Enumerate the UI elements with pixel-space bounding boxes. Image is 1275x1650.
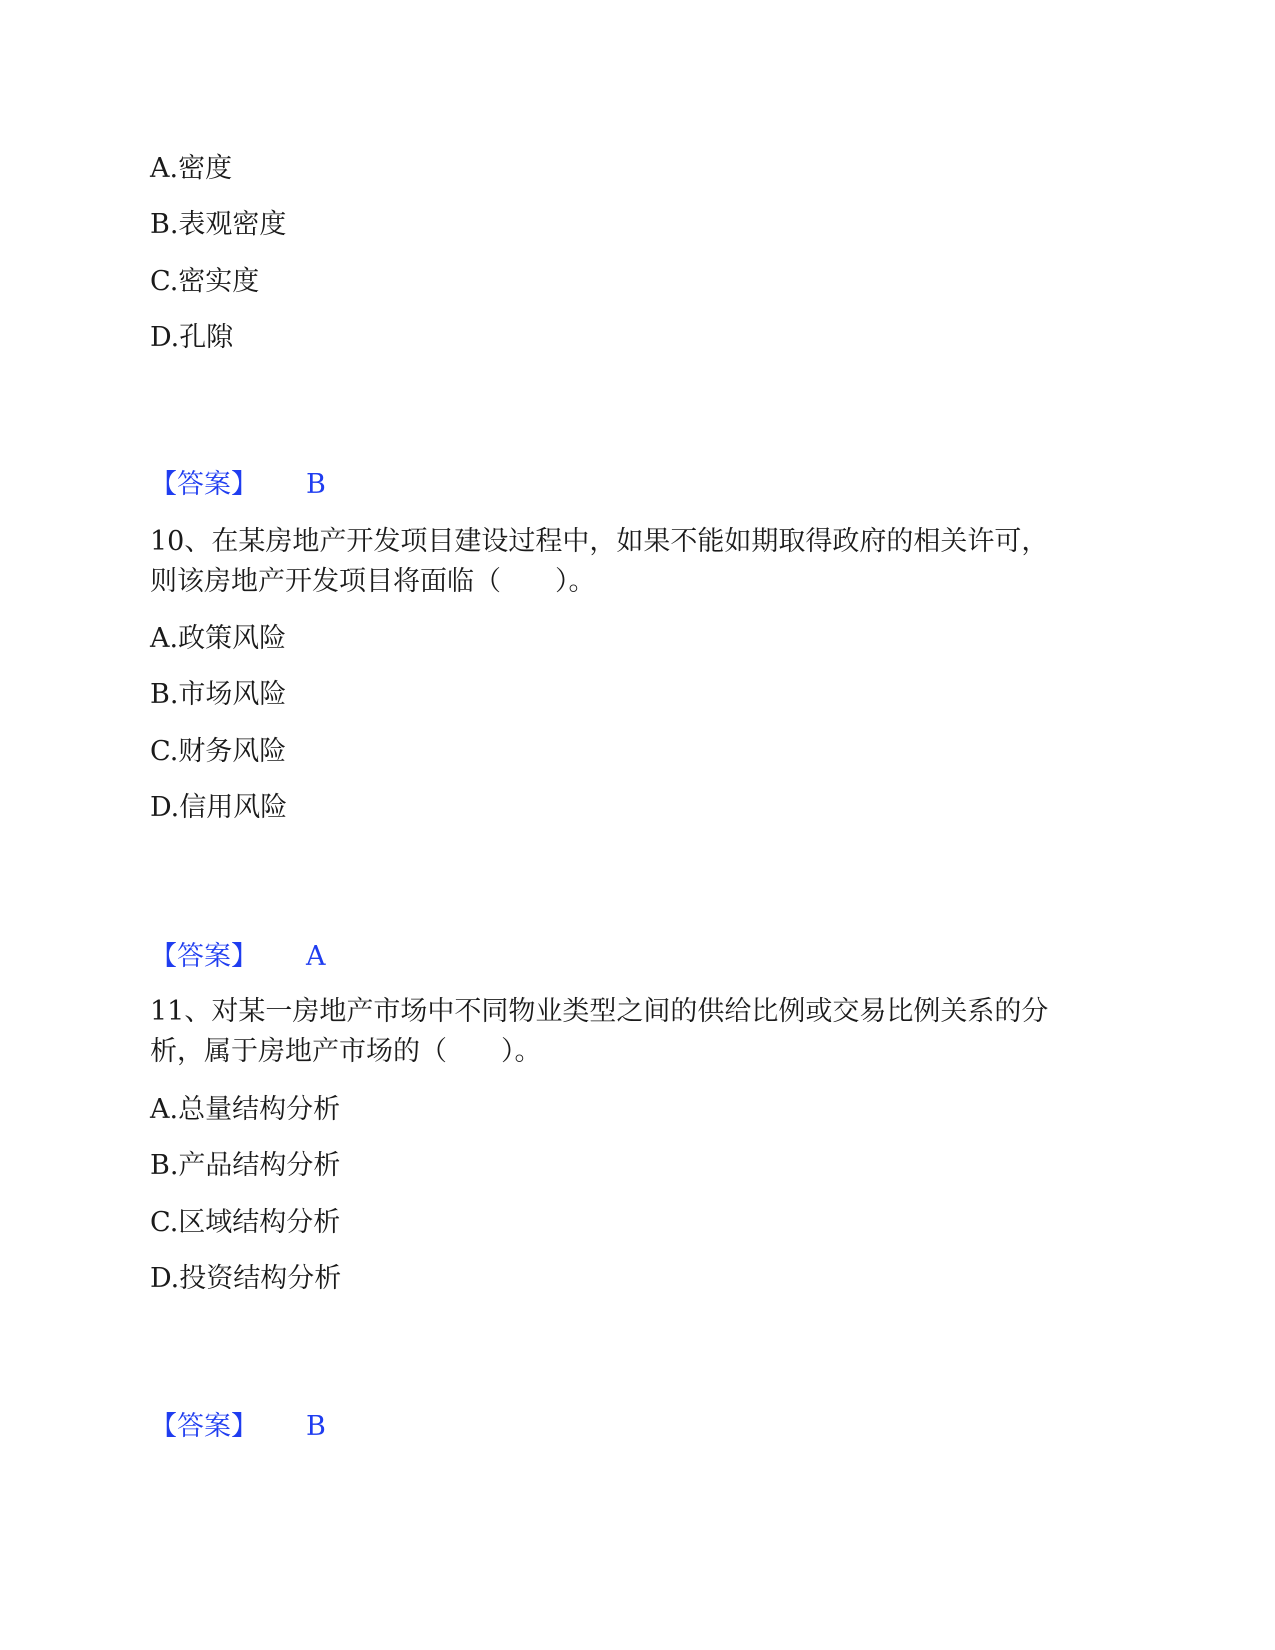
answer-value: B <box>306 1411 326 1442</box>
answer-value: B <box>306 469 326 500</box>
option-a: A.政策风险 <box>150 623 287 654</box>
option-b: B.市场风险 <box>150 679 287 710</box>
answer-line <box>150 468 326 502</box>
question-text: 11、对某一房地产市场中不同物业类型之间的供给比例或交易比例关系的分 <box>150 996 1049 1027</box>
option-a: A.密度 <box>150 153 233 184</box>
option-b: B.产品结构分析 <box>150 1150 341 1181</box>
option-c: C.区域结构分析 <box>150 1207 341 1238</box>
answer-label: 【答案】 <box>150 941 258 972</box>
option-c: C.密实度 <box>150 266 260 297</box>
answer-value: A <box>306 941 326 972</box>
option-d: D.孔隙 <box>150 322 234 353</box>
option-d: D.信用风险 <box>150 792 288 823</box>
answer-line <box>150 940 326 974</box>
question-text: 10、在某房地产开发项目建设过程中，如果不能如期取得政府的相关许可， <box>150 526 1049 557</box>
option-c: C.财务风险 <box>150 736 287 767</box>
answer-label: 【答案】 <box>150 1411 258 1442</box>
question-text: 则该房地产开发项目将面临（ ）。 <box>150 566 596 597</box>
option-b: B.表观密度 <box>150 209 287 240</box>
answer-label: 【答案】 <box>150 469 258 500</box>
option-d: D.投资结构分析 <box>150 1263 342 1294</box>
option-a: A.总量结构分析 <box>150 1094 341 1125</box>
question-text: 析，属于房地产市场的（ ）。 <box>150 1036 542 1067</box>
answer-line <box>150 1410 326 1444</box>
